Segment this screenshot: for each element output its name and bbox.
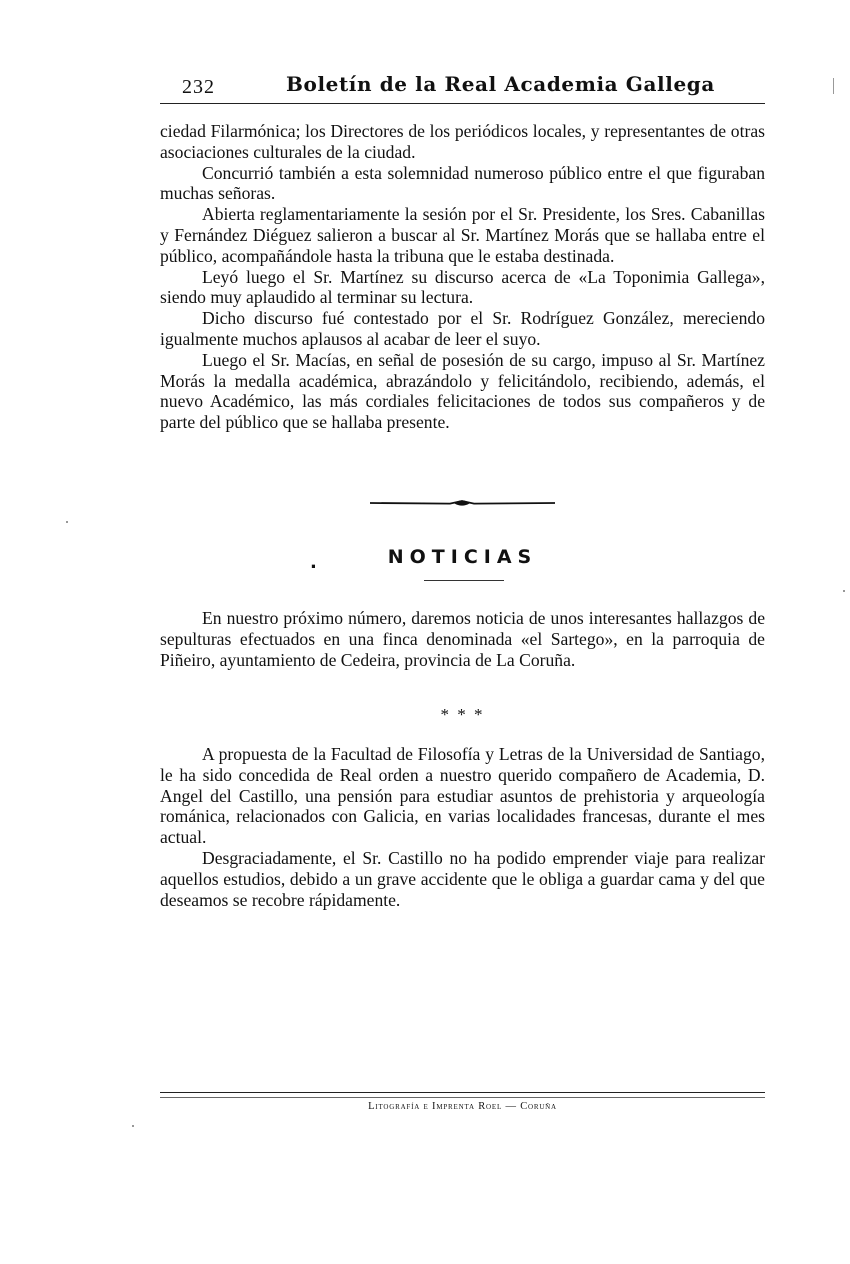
footer-rule bbox=[160, 1092, 765, 1093]
paper-speck bbox=[843, 590, 845, 592]
title-dot: . bbox=[310, 552, 317, 573]
paragraph: Leyó luego el Sr. Martínez su discurso acerca de «La Toponimia Gallega», siendo muy aplaudido al terminar su lectura. bbox=[160, 266, 765, 308]
paragraph: ciedad Filarmónica; los Directores de los periódicos locales, y representantes de otras asociaciones culturales de la ciudad. bbox=[160, 121, 765, 162]
news-item-sartego bbox=[160, 608, 765, 670]
news-item-castillo bbox=[160, 744, 765, 910]
section-divider-ornament bbox=[370, 495, 555, 511]
footer-rule-thin bbox=[160, 1097, 765, 1098]
article-continuation bbox=[160, 121, 765, 433]
header-rule bbox=[160, 103, 765, 104]
paper-speck bbox=[132, 1125, 134, 1127]
paragraph: Luego el Sr. Macías, en señal de posesión de su cargo, impuso al Sr. Martínez Morás la medalla académica, abrazándolo y felicitándolo, recibiendo, además, el nuevo Académico, las más cordiales felicitaciones de todos sus compañeros y de parte del público que se hallaba presente. bbox=[160, 349, 765, 433]
edge-mark bbox=[833, 78, 834, 94]
printer-imprint: Litografía e Imprenta Roel — Coruña bbox=[368, 1101, 557, 1112]
section-title: NOTICIAS bbox=[387, 546, 538, 568]
paper-speck bbox=[66, 521, 68, 523]
paragraph: En nuestro próximo número, daremos noticia de unos interesantes hallazgos de sepulturas efectuados en una finca denominada «el Sartego», en la parroquia de Piñeiro, ayuntamiento de Cedeira, provincia de La Coruña. bbox=[160, 608, 765, 670]
page-number: 232 bbox=[182, 76, 215, 98]
paragraph: Dicho discurso fué contestado por el Sr. Rodríguez González, mereciendo igualmente muchos aplausos al acabar de leer el suyo. bbox=[160, 308, 765, 349]
paragraph: Concurrió también a esta solemnidad numeroso público entre el que figuraban muchas señoras. bbox=[160, 162, 765, 204]
paragraph: Desgraciadamente, el Sr. Castillo no ha podido emprender viaje para realizar aquellos estudios, debido a un grave accidente que le obliga a guardar cama y del que deseamos se recobre rápidamente. bbox=[160, 847, 765, 910]
page-header bbox=[160, 72, 765, 102]
asterism-separator: * * * bbox=[440, 705, 485, 724]
paragraph: Abierta reglamentariamente la sesión por el Sr. Presidente, los Sres. Cabanillas y Fernández Diéguez salieron a buscar al Sr. Martínez Morás que se hallaba entre el público, acompañándole hasta la tribuna que le estaba destinada. bbox=[160, 204, 765, 266]
title-underline bbox=[424, 580, 504, 581]
paragraph: A propuesta de la Facultad de Filosofía y Letras de la Universidad de Santiago, le ha sido concedida de Real orden a nuestro querido compañero de Academia, D. Angel del Castillo, una pensión para estudiar asuntos de prehistoria y arqueología románica, relacionados con Galicia, en varias localidades francesas, durante el mes actual. bbox=[160, 744, 765, 848]
running-title: Boletín de la Real Academia Gallega bbox=[286, 72, 715, 96]
